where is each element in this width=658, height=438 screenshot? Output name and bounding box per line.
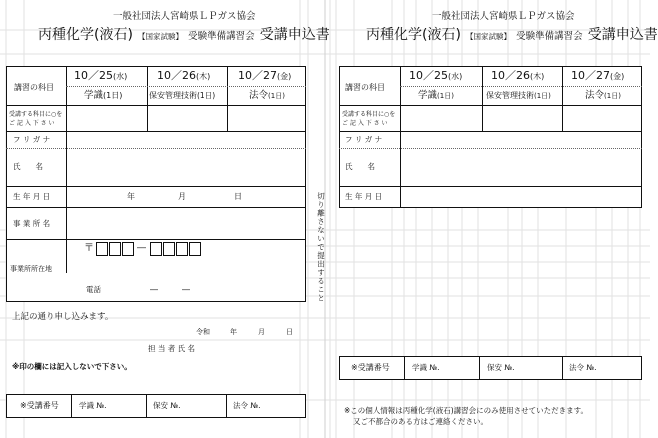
subject-3: 法令 (249, 90, 269, 101)
date-2: 10／26 (157, 69, 196, 82)
association-name: 一般社団法人宮崎県ＬＰガス協会 (113, 11, 256, 22)
subject-days-copy-1: (1日) (437, 92, 454, 100)
postal-digit-1[interactable] (96, 242, 108, 256)
subject-days-3: (1日) (268, 92, 285, 100)
postal-dash: ― (137, 243, 146, 253)
subject-copy-2: 保安管理技術 (486, 91, 534, 100)
weekday-copy-3: (金) (610, 72, 625, 81)
statement: 上記の通り申し込みます。 (12, 312, 114, 322)
check-instruction-line2: ご 記 入 下 さ い (9, 120, 55, 127)
person-in-charge-field[interactable] (196, 340, 302, 356)
date-copy-2: 10／26 (491, 69, 530, 82)
subject-copy-1: 学識 (418, 90, 438, 101)
era-label: 令和 (196, 328, 210, 336)
subject-cell-2[interactable] (149, 92, 215, 100)
birth-label-copy: 生 年 月 日 (345, 192, 383, 201)
check-cell-2[interactable] (148, 106, 226, 130)
title-mid: 受験準備講習会 (188, 31, 255, 42)
do-not-separate-note: 切り離さないで提出すること (316, 192, 326, 303)
course-label-copy: 講習の科目 (345, 83, 385, 92)
check-instruction-copy-line1: 受講する科目に○を (342, 111, 396, 118)
subject-cell-copy-2[interactable] (486, 92, 551, 100)
subject-days-1: (1日) (103, 91, 123, 100)
office-use-notice: ※印の欄には記入しないで下さい。 (12, 362, 132, 371)
check-cell-copy-2[interactable] (483, 106, 561, 130)
privacy-notice-line2: 又ご不都合のある方はご連絡ください。 (353, 417, 488, 426)
association-name-copy: 一般社団法人宮崎県ＬＰガス協会 (432, 11, 575, 22)
postal-digit-6[interactable] (176, 242, 188, 256)
postal-digit-2[interactable] (109, 242, 121, 256)
birth-month: 月 (178, 192, 186, 201)
receipt-hourei-copy: 法令 №. (569, 363, 597, 372)
furigana-field-copy[interactable] (401, 132, 641, 147)
address-field[interactable] (67, 259, 305, 279)
weekday-copy-1: (水) (448, 72, 463, 81)
birth-date-field[interactable] (67, 187, 305, 206)
subject-cell-3[interactable] (249, 91, 285, 101)
date-cell-copy-1[interactable] (409, 70, 462, 81)
subject-cell-copy-1[interactable] (418, 91, 454, 101)
receipt-hoan: 保安 №. (153, 401, 181, 410)
title-end: 受講申込書 (259, 27, 330, 43)
title-main-copy: 丙種化学(液石) (366, 27, 461, 43)
postal-digit-7[interactable] (189, 242, 201, 256)
date-cell-1[interactable] (74, 70, 127, 81)
furigana-label: フ リ ガ ナ (13, 135, 51, 144)
phone-field[interactable] (100, 282, 300, 298)
title-main: 丙種化学(液石) (38, 27, 133, 43)
weekday-2: (木) (196, 72, 211, 81)
subject-days-2: (1日) (197, 91, 216, 100)
privacy-notice-line1: ※この個人情報は丙種化学(液石)講習会にのみ使用させていただきます。 (344, 406, 589, 415)
weekday-copy-2: (木) (530, 72, 545, 81)
birth-day: 日 (234, 192, 242, 201)
check-cell-copy-3[interactable] (563, 106, 641, 130)
subject-copy-3: 法令 (585, 90, 605, 101)
person-in-charge-label: 担 当 者 氏 名 (148, 344, 196, 353)
receipt-gakushiki-copy: 学識 №. (412, 363, 440, 372)
furigana-label-copy: フ リ ガ ナ (345, 135, 383, 144)
check-instruction-copy-line2: ご 記 入 下 さ い (342, 120, 388, 127)
course-label: 講習の科目 (14, 83, 54, 92)
postal-mark: 〒 (84, 243, 94, 254)
weekday-1: (水) (113, 72, 128, 81)
date-cell-copy-3[interactable] (571, 70, 624, 81)
title-mid-copy: 受験準備講習会 (516, 31, 583, 42)
office-name-field[interactable] (67, 208, 305, 238)
date-year-label: 年 (230, 328, 237, 336)
check-instruction-line1: 受講する科目に○を (9, 111, 63, 118)
name-field-copy[interactable] (401, 149, 641, 185)
receipt-hourei: 法令 №. (233, 401, 261, 410)
check-cell-3[interactable] (228, 106, 305, 130)
receipt-gakushiki: 学識 №. (79, 401, 107, 410)
name-label-copy: 氏 名 (345, 162, 375, 171)
title-tag-copy: 【国家試験】 (466, 32, 512, 41)
phone-label: 電話 (86, 285, 101, 294)
postal-digit-4[interactable] (150, 242, 162, 256)
date-day-label: 日 (286, 328, 293, 336)
name-label: 氏 名 (13, 162, 43, 171)
receipt-number-label-copy: ※受講番号 (351, 363, 390, 372)
subject-cell-1[interactable] (84, 91, 122, 101)
title-end-copy: 受講申込書 (587, 27, 658, 43)
subject-cell-copy-3[interactable] (585, 91, 621, 101)
date-3: 10／27 (238, 69, 277, 82)
postal-digit-3[interactable] (122, 242, 134, 256)
postal-digit-5[interactable] (163, 242, 175, 256)
subject-days-copy-3: (1日) (604, 92, 621, 100)
date-copy-3: 10／27 (571, 69, 610, 82)
receipt-hoan-copy: 保安 №. (487, 363, 515, 372)
weekday-3: (金) (277, 72, 292, 81)
form-title-copy (366, 26, 658, 42)
date-cell-copy-2[interactable] (491, 70, 544, 81)
date-cell-3[interactable] (238, 70, 291, 81)
furigana-field[interactable] (67, 132, 305, 147)
subject-1: 学識 (84, 90, 104, 101)
title-tag: 【国家試験】 (138, 32, 184, 41)
check-cell-copy-1[interactable] (401, 106, 481, 130)
date-cell-2[interactable] (157, 70, 210, 81)
office-name-label: 事 業 所 名 (13, 219, 51, 228)
check-cell-1[interactable] (67, 106, 146, 130)
subject-days-copy-2: (1日) (534, 92, 551, 100)
phone-dashes: ― ― (150, 285, 190, 294)
date-copy-1: 10／25 (409, 69, 448, 82)
birth-label: 生 年 月 日 (13, 192, 51, 201)
date-month-label: 月 (258, 328, 265, 336)
date-1: 10／25 (74, 69, 113, 82)
subject-2: 保安管理技術 (149, 91, 197, 100)
birth-date-field-copy[interactable] (401, 187, 641, 207)
form-title (38, 26, 330, 42)
receipt-number-label: ※受講番号 (20, 401, 59, 410)
office-address-label: 事業所所在地 (10, 265, 52, 273)
name-field[interactable] (67, 149, 305, 185)
birth-year: 年 (127, 192, 135, 201)
